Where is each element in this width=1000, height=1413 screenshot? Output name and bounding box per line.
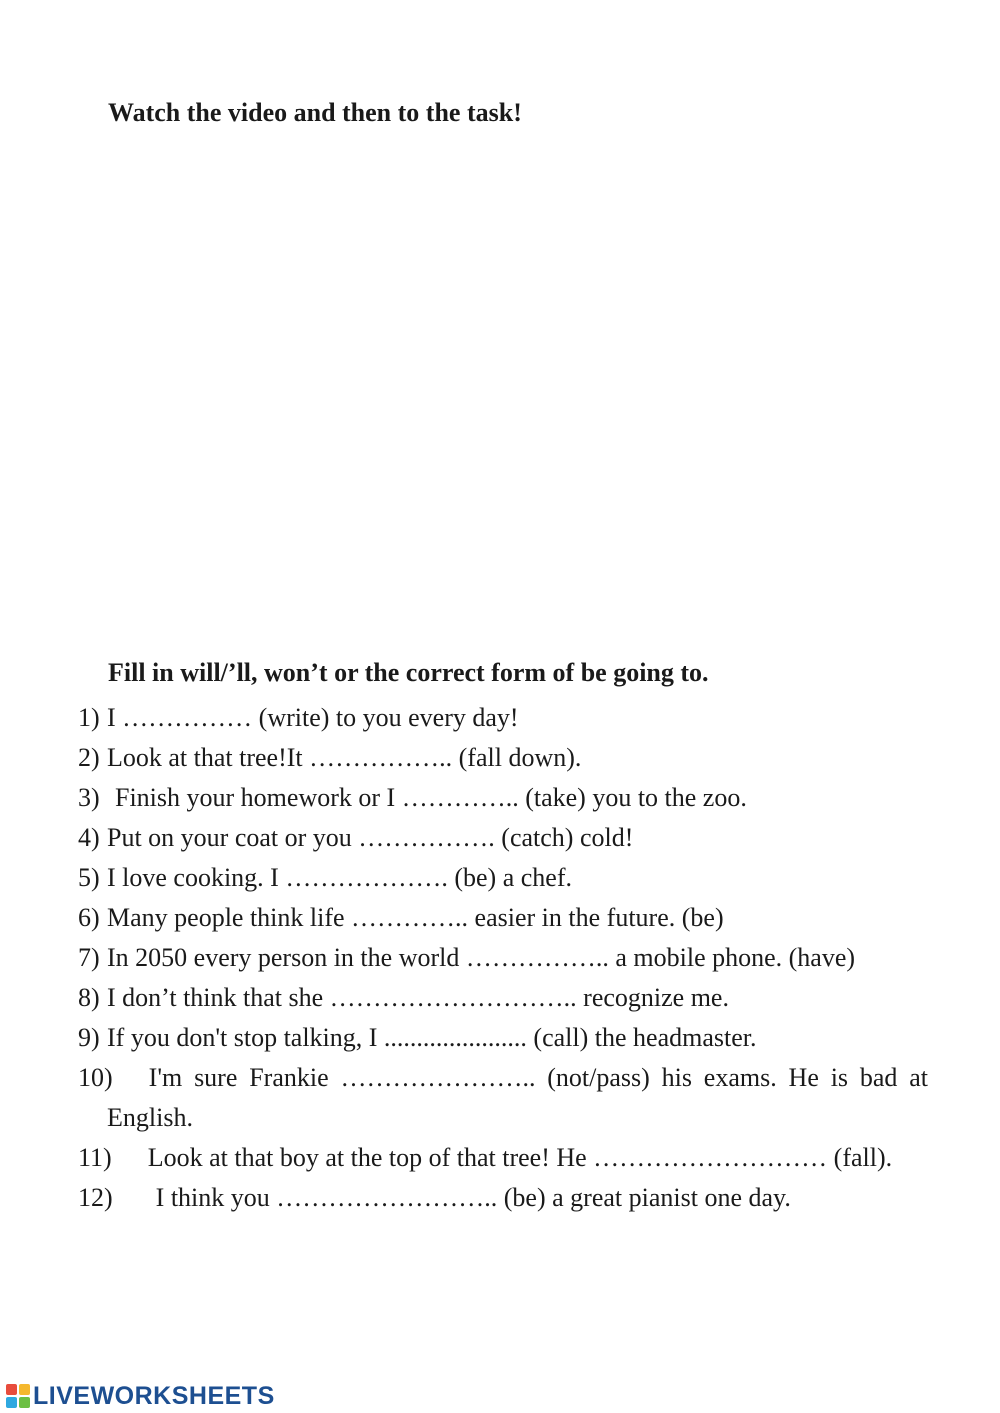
exercise-item-11 [78,1138,928,1178]
exercise-number: 10) [78,1063,113,1092]
exercise-text: I'm sure Frankie ………………….. (not/pass) his exams. He is bad at English. [107,1063,928,1132]
exercise-number: 1) [78,703,100,732]
exercise-number: 11) [78,1143,112,1172]
exercise-number: 8) [78,983,100,1012]
exercise-number: 3) [78,783,100,812]
liveworksheets-logo-icon [6,1384,30,1408]
brand-name: LIVEWORKSHEETS [33,1382,275,1410]
exercise-item-4 [78,818,928,858]
exercise-number: 5) [78,863,100,892]
exercise-number: 2) [78,743,100,772]
liveworksheets-brand[interactable] [6,1382,275,1410]
exercise-text: Finish your homework or I ………….. (take) you to the zoo. [115,783,747,812]
exercise-text: I think you …………………….. (be) a great pianist one day. [155,1183,791,1212]
exercise-text: If you don't stop talking, I ...................... (call) the headmaster. [107,1023,757,1052]
exercise-item-5 [78,858,928,898]
exercise-text: I don’t think that she ……………………….. recognize me. [107,983,729,1012]
exercise-text: I love cooking. I ………………. (be) a chef. [107,863,572,892]
exercise-item-2 [78,738,928,778]
exercise-text: Many people think life ………….. easier in the future. (be) [107,903,724,932]
exercise-item-10 [78,1058,928,1138]
exercise-item-7 [78,938,928,978]
exercise-item-9 [78,1018,928,1058]
exercise-number: 4) [78,823,100,852]
exercise-text: I …………… (write) to you every day! [107,703,519,732]
intro-heading: Watch the video and then to the task! [108,98,522,127]
exercise-number: 6) [78,903,100,932]
exercise-text: In 2050 every person in the world …………….. a mobile phone. (have) [107,943,856,972]
exercise-text: Put on your coat or you ……………. (catch) cold! [107,823,634,852]
exercise-item-12 [78,1178,928,1218]
exercise-item-6 [78,898,928,938]
exercise-number: 9) [78,1023,100,1052]
exercise-list [78,698,928,1218]
exercise-item-8 [78,978,928,1018]
exercise-item-1 [78,698,928,738]
exercise-text: Look at that tree!It …………….. (fall down). [107,743,582,772]
exercise-item-3 [78,778,928,818]
exercise-number: 7) [78,943,100,972]
exercise-number: 12) [78,1183,113,1212]
exercise-text: Look at that boy at the top of that tree! He ……………………… (fall). [147,1143,893,1172]
task-heading: Fill in will/’ll, won’t or the correct form of be going to. [108,658,709,687]
